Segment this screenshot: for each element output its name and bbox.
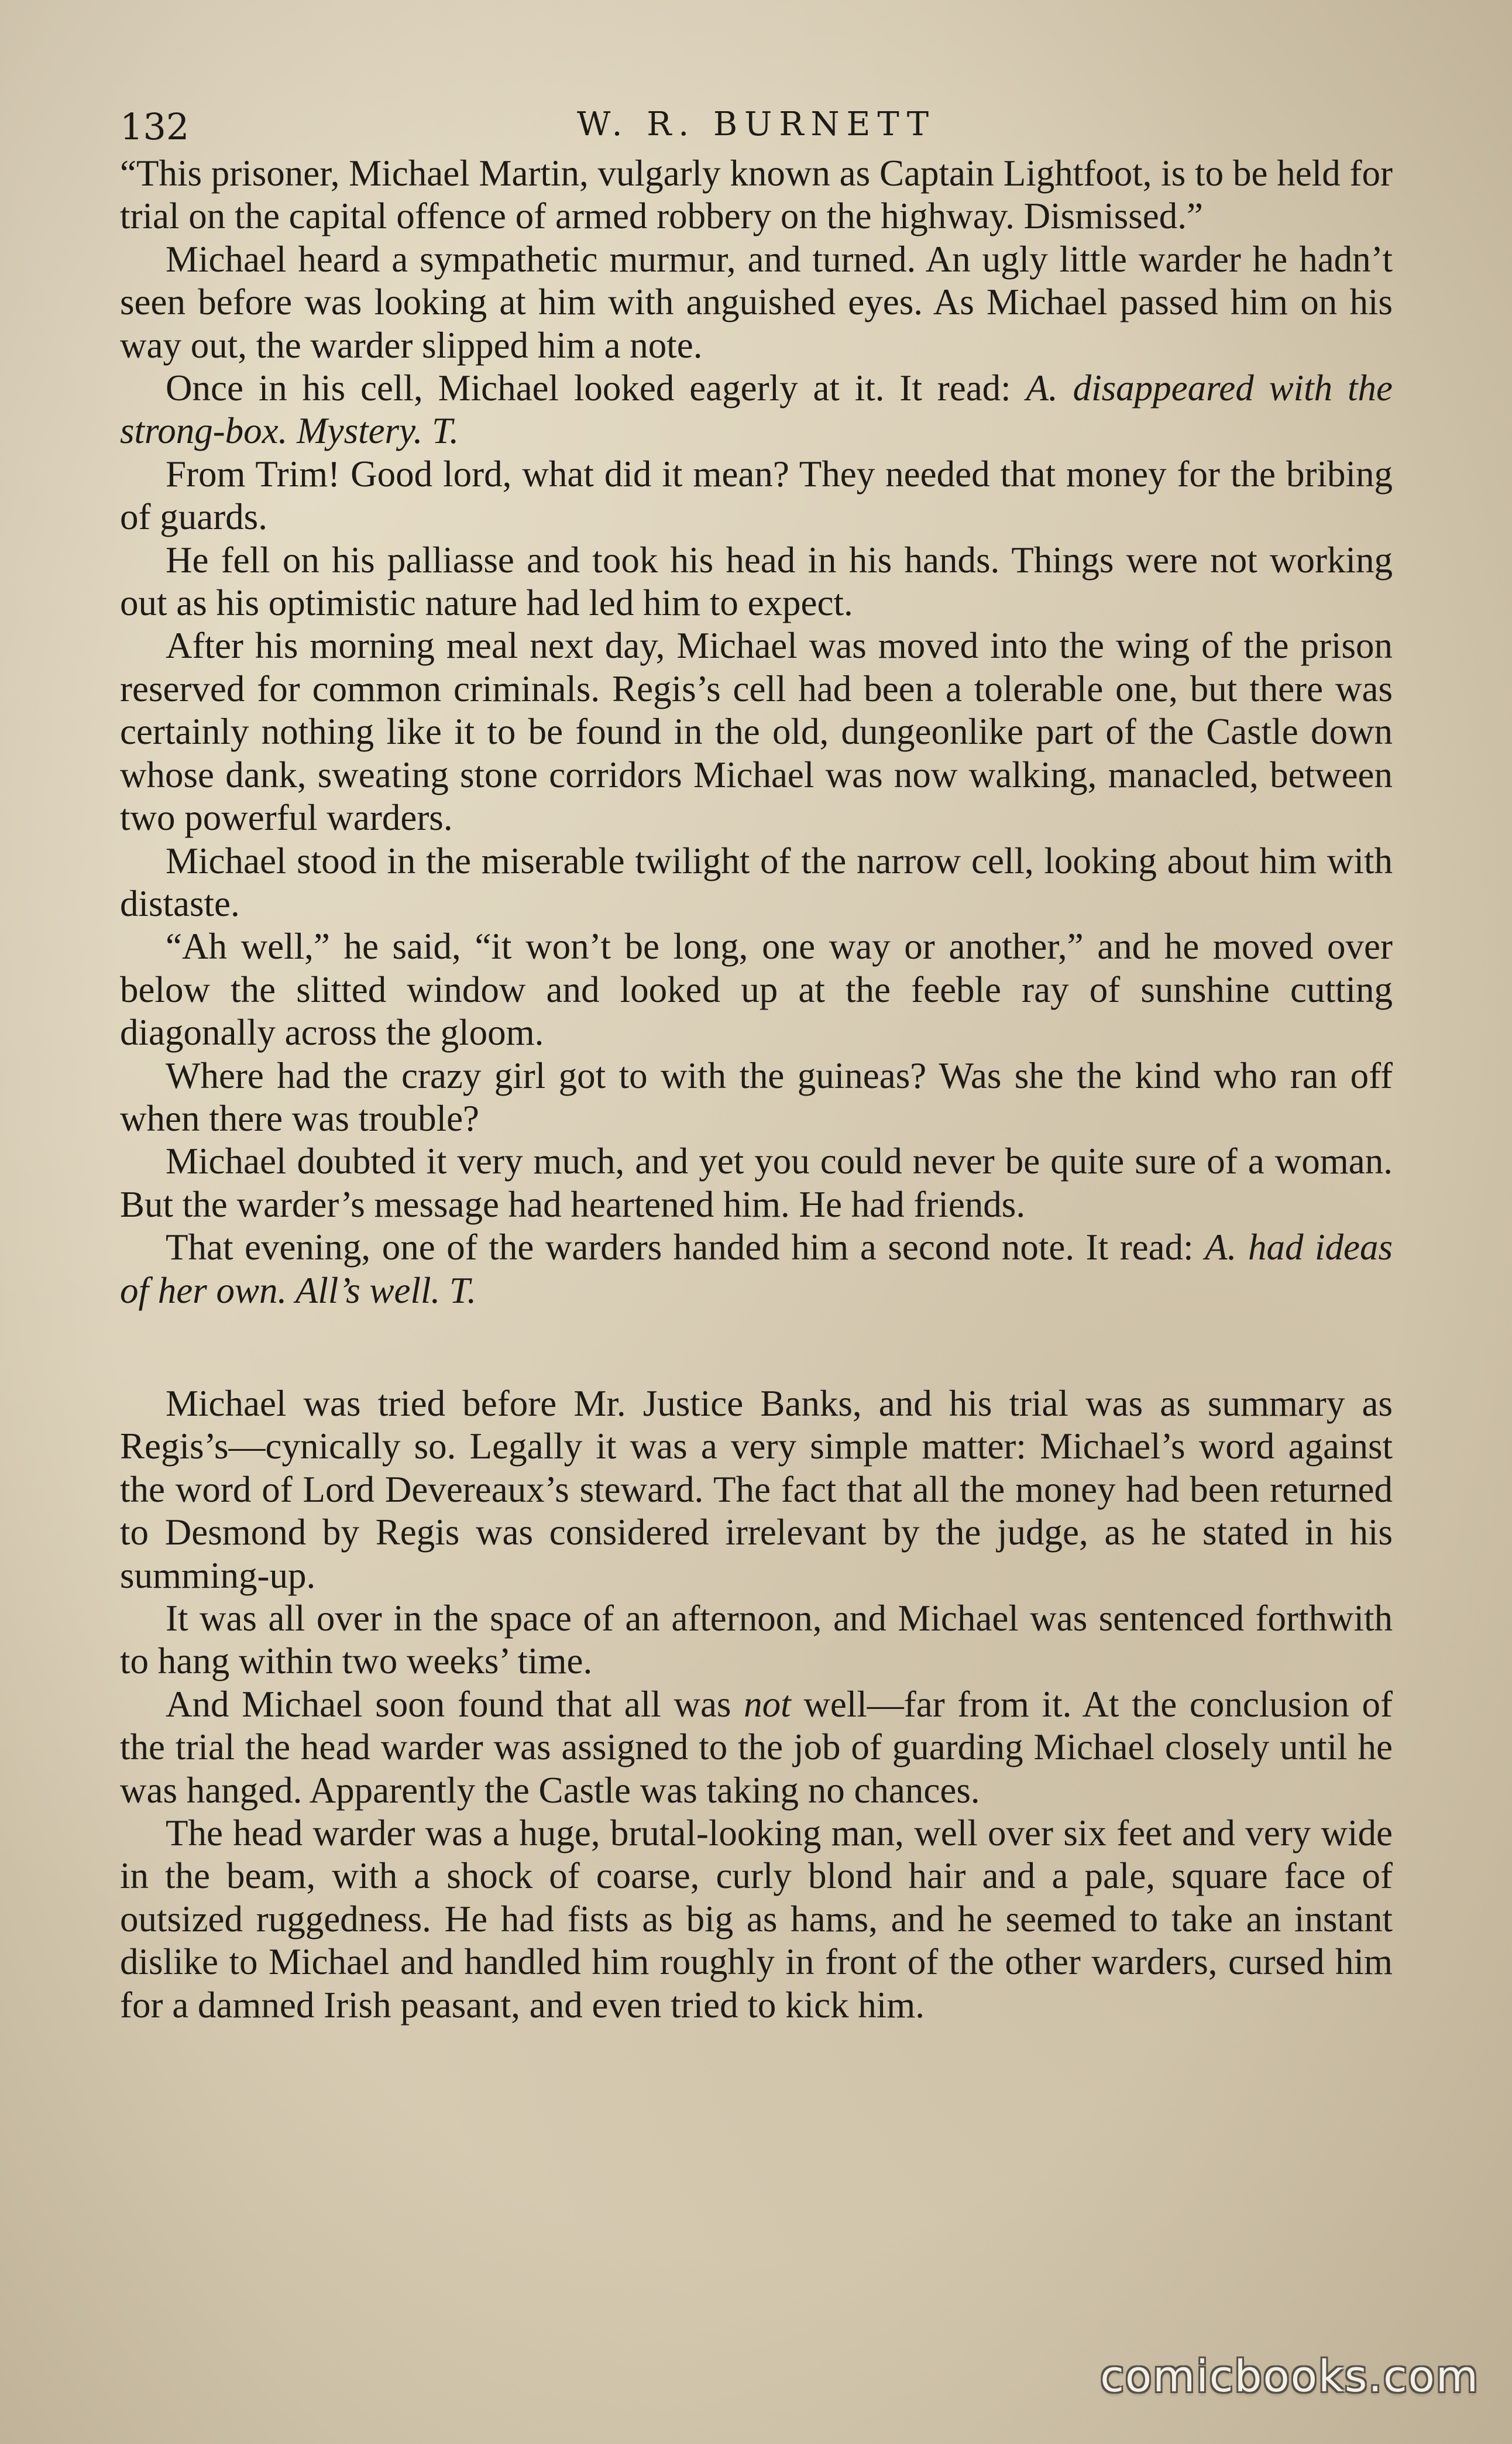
- paragraph: The head warder was a huge, brutal-looking man, well over six feet and very wide in the beam, with a shock of coarse, curly blond hair and a pale, square face of outsized ruggedness. He had fists as big as hams, and he seemed to take an instant dislike to Michael and handled him roughly in front of the other warders, cursed him for a damned Irish peasant, and even tried to kick him.: [120, 1813, 1393, 2026]
- paragraph: Michael doubted it very much, and yet you could never be quite sure of a woman. But the warder’s message had heartened him. He had friends.: [120, 1141, 1393, 1225]
- running-title: W. R. BURNETT: [576, 105, 936, 143]
- body-text: [120, 152, 1393, 2027]
- italic-note-text: A. disappeared with the strong-box. Mystery. T.: [120, 368, 1393, 452]
- paragraph-text: And Michael soon found that all was: [166, 1683, 744, 1725]
- paragraph: [120, 1226, 1393, 1312]
- paragraph: Where had the crazy girl got to with the guineas? Was she the kind who ran off when there was trouble?: [120, 1055, 1393, 1139]
- paragraph: Michael was tried before Mr. Justice Banks, and his trial was as summary as Regis’s—cynically so. Legally it was a very simple matter: Michael’s word against the word of Lord Devereaux’s steward. The fact that all the money had been returned to Desmond by Regis was considered irrelevant by the judge, as he stated in his summing-up.: [120, 1382, 1393, 1596]
- paragraph: Michael heard a sympathetic murmur, and turned. An ugly little warder he hadn’t seen before was looking at him with anguished eyes. As Michael passed him on his way out, the warder slipped him a note.: [120, 238, 1393, 366]
- paragraph: After his morning meal next day, Michael was moved into the wing of the prison reserved for common criminals. Regis’s cell had been a tolerable one, but there was certainly nothing like it to be found in the old, dungeonlike part of the Castle down whose dank, sweating stone corridors Michael was now walking, manacled, between two powerful warders.: [120, 625, 1393, 839]
- paragraph: [120, 367, 1393, 453]
- paragraph: Michael stood in the miserable twilight of the narrow cell, looking about him with distaste.: [120, 840, 1393, 924]
- paragraph-text: That evening, one of the warders handed him a second note. It read:: [166, 1227, 1205, 1268]
- italic-note-text: A. had ideas of her own. All’s well. T.: [120, 1227, 1393, 1311]
- watermark: comicbooks.com: [1100, 2352, 1479, 2402]
- paragraph-text: well—far from it. At the conclusion of the trial the head warder was assigned to the job of guarding Michael closely until he was hanged. Apparently the Castle was taking no chances.: [120, 1683, 1393, 1811]
- paragraph: It was all over in the space of an afternoon, and Michael was sentenced forthwith to hang within two weeks’ time.: [120, 1598, 1393, 1682]
- running-head: [120, 99, 1393, 152]
- book-page: [120, 99, 1393, 2027]
- page-number: 132: [120, 105, 190, 148]
- paragraph-text: Once in his cell, Michael looked eagerly at it. It read:: [166, 368, 1026, 409]
- paragraph: “Ah well,” he said, “it won’t be long, one way or another,” and he moved over below the slitted window and looked up at the feeble ray of sunshine cutting diagonally across the gloom.: [120, 926, 1393, 1053]
- paragraph: “This prisoner, Michael Martin, vulgarly known as Captain Lightfoot, is to be held for trial on the capital offence of armed robbery on the highway. Dismissed.”: [120, 153, 1393, 237]
- section-break: [120, 1312, 1393, 1382]
- italic-word: not: [744, 1683, 791, 1725]
- paragraph: He fell on his palliasse and took his head in his hands. Things were not working out as his optimistic nature had led him to expect.: [120, 539, 1393, 624]
- paragraph: [120, 1683, 1393, 1812]
- paragraph: From Trim! Good lord, what did it mean? They needed that money for the bribing of guards.: [120, 453, 1393, 538]
